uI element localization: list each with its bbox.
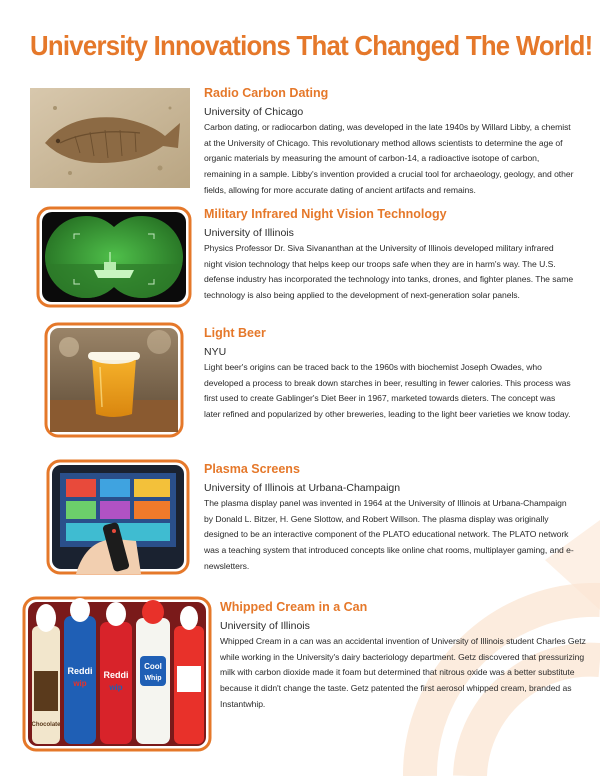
innovation-item bbox=[204, 207, 574, 304]
innovation-item bbox=[204, 86, 574, 199]
innovation-title: Radio Carbon Dating bbox=[204, 86, 329, 100]
night-vision-photo bbox=[34, 204, 194, 310]
tv-remote-photo bbox=[46, 459, 190, 575]
page-title: University Innovations That Changed The World! bbox=[30, 30, 593, 61]
can-flavor-label: Chocolate bbox=[31, 722, 61, 728]
innovation-school: University of Illinois bbox=[204, 227, 294, 239]
can-brand-label: Reddi bbox=[67, 666, 93, 676]
innovation-school: University of Illinois at Urbana-Champaign bbox=[204, 482, 401, 494]
innovation-description: The plasma display panel was invented in 1964 at the University of Illinois at Urbana-Champaign by Donald L. Bitzer, H. Gene Slottow, and Robert Willson. The plasma display was originally designed to be an interactive component of the PLATO educational network. The PLATO network was a teaching system that introduced concepts like online chat rooms, multiplayer gaming, and e-newsletters. bbox=[204, 498, 574, 571]
innovation-description: Physics Professor Dr. Siva Sivananthan at the University of Illinois developed military infrared night vision technology that helps keep our troops safe when they are in harm's way. The U.S. defense industry has incorporated the technology into tanks, drones, and fighter planes. The same technology is also being applied to the development of next-generation solar panels. bbox=[204, 243, 574, 301]
beer-glass-photo bbox=[44, 322, 184, 438]
innovation-description: Light beer's origins can be traced back to the 1960s with biochemist Joseph Owades, who developed a process to break down starches in beer, resulting in fewer calories. This process was first used to create Gablinger's Diet Beer in 1967, marketed towards dieters. The concept was later refined and popularized by other breweries, leading to the light beer varieties we know today. bbox=[204, 362, 571, 420]
can-brand-label: Whip bbox=[144, 675, 162, 682]
innovation-item bbox=[220, 600, 590, 713]
can-brand-label: Cool bbox=[144, 662, 162, 671]
innovation-item bbox=[204, 462, 574, 575]
fossil-fish-photo bbox=[30, 88, 190, 188]
innovation-title: Light Beer bbox=[204, 326, 266, 340]
innovation-school: University of Chicago bbox=[204, 106, 304, 118]
innovation-title: Plasma Screens bbox=[204, 462, 300, 476]
innovation-description: Carbon dating, or radiocarbon dating, was developed in the late 1940s by Willard Libby, a chemist at the University of Chicago. This revolutionary method allows scientists to determine the age of organic materials by measuring the amount of carbon-14, a radioactive isotope of carbon, remaining in a sample. Libby's invention provided a crucial tool for archaeology, geology, and other fields, allowing for more accurate dating of ancient artifacts and remains. bbox=[204, 122, 574, 195]
innovation-title: Military Infrared Night Vision Technology bbox=[204, 207, 447, 221]
innovation-title: Whipped Cream in a Can bbox=[220, 600, 368, 614]
innovation-item bbox=[204, 326, 574, 423]
can-brand-label: wip bbox=[73, 679, 87, 688]
innovation-description: Whipped Cream in a can was an accidental invention of University of Illinois student Charles Getz while working in the University's dairy bacteriology department. Getz discovered that pressurizing milk with carbon dioxide made it foam but determined that nitrous oxide was a better substitute because it didn't change the taste. Getz patented the first aerosol whipped cream, branded as Instantwhip. bbox=[220, 636, 586, 709]
can-brand-label: wip bbox=[109, 683, 123, 692]
innovation-school: NYU bbox=[204, 346, 227, 358]
can-brand-label: Reddi bbox=[103, 670, 129, 680]
innovation-school: University of Illinois bbox=[220, 620, 310, 632]
whipped-cream-cans-photo bbox=[22, 596, 212, 752]
